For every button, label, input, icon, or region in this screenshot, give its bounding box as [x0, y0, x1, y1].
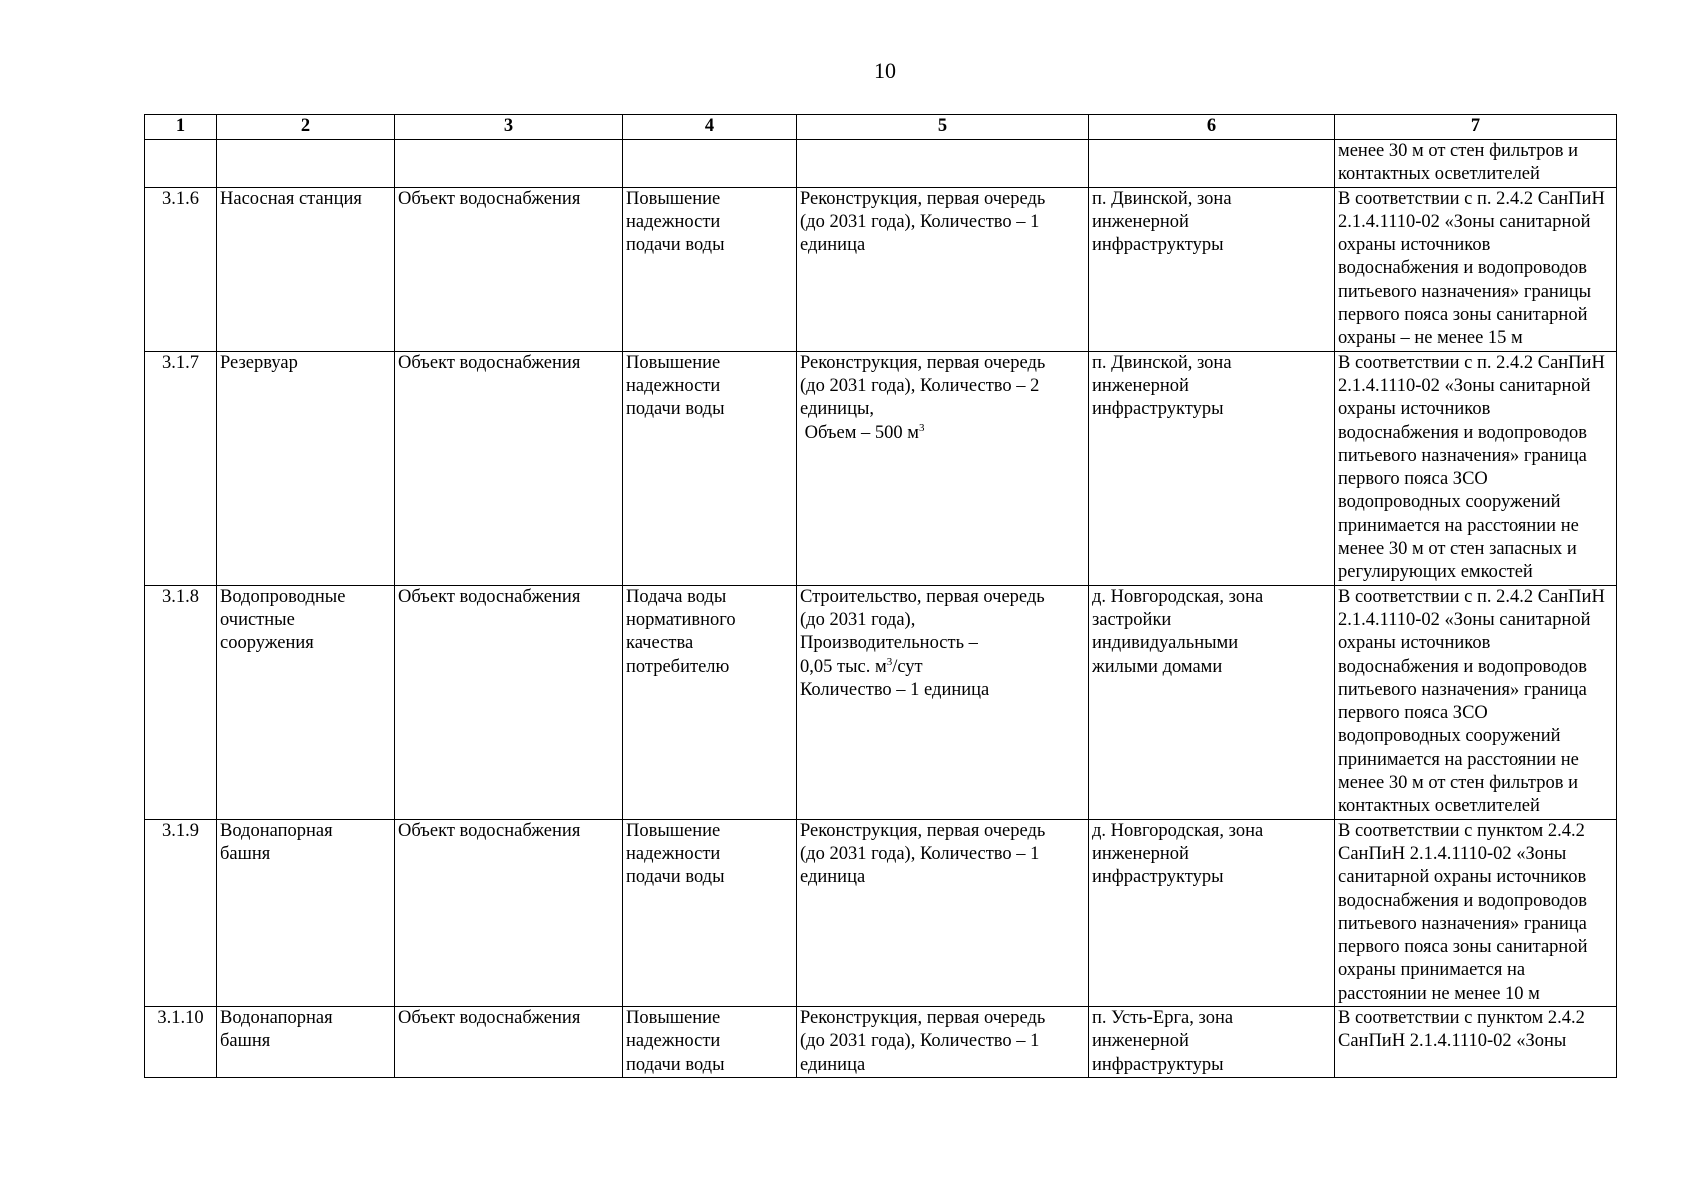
- cell-line: Водопроводные: [220, 586, 346, 607]
- cell-line: (до 2031 года), Количество – 1: [800, 1031, 1040, 1052]
- cell-line: менее 30 м от стен фильтров и: [1338, 141, 1578, 161]
- header-cell: 6: [1089, 115, 1335, 140]
- cell-line: водопроводных сооружений: [1338, 726, 1561, 747]
- cell-line: Водонапорная: [220, 1007, 333, 1028]
- cell-line: единица: [800, 867, 866, 888]
- cell-description: [797, 187, 1089, 351]
- cell-line: единица: [800, 235, 866, 256]
- cell-line: инженерной: [1092, 1031, 1189, 1052]
- cell-line: (до 2031 года),: [800, 609, 916, 630]
- cell-type: [395, 351, 623, 585]
- cell-purpose: [623, 1006, 797, 1077]
- cell-line: надежности: [626, 211, 721, 232]
- cell-line: подачи воды: [626, 867, 725, 888]
- cell-line: инфраструктуры: [1092, 235, 1224, 256]
- cell-sanitary-zone: [1335, 187, 1617, 351]
- page-number: 10: [874, 58, 896, 83]
- cell-line: Объект водоснабжения: [398, 1007, 581, 1028]
- cell-line: охраны – не менее 15 м: [1338, 328, 1523, 349]
- cell-line: В соответствии с п. 2.4.2 СанПиН: [1338, 188, 1605, 209]
- header-cell: 4: [623, 115, 797, 140]
- cell-line: принимается на расстоянии не: [1338, 515, 1579, 536]
- cell-line: Объект водоснабжения: [398, 586, 581, 607]
- cell-line: надежности: [626, 375, 721, 396]
- cell-name: [217, 351, 395, 585]
- cell-line: 2.1.4.1110-02 «Зоны санитарной: [1338, 211, 1591, 232]
- cell-line: санитарной охраны источников: [1338, 867, 1587, 888]
- cell-name: [217, 140, 395, 188]
- header-row: [145, 115, 1617, 140]
- cell-line: Повышение: [626, 352, 721, 373]
- cell-line: первого пояса зоны санитарной: [1338, 305, 1588, 326]
- cell-line: Производительность –: [800, 633, 978, 654]
- cell-location: [1089, 1006, 1335, 1077]
- cell-sanitary-zone: [1335, 140, 1617, 188]
- capacity-value: 0,05 тыс. м: [800, 656, 887, 677]
- table-row: [145, 351, 1617, 585]
- cell-purpose: [623, 585, 797, 819]
- cell-line: Повышение: [626, 188, 721, 209]
- cell-line: потребителю: [626, 656, 730, 677]
- cell-purpose: [623, 351, 797, 585]
- header-cell: 1: [145, 115, 217, 140]
- header-cell: 5: [797, 115, 1089, 140]
- cell-line: водоснабжения и водопроводов: [1338, 258, 1588, 279]
- cell-type: [395, 819, 623, 1006]
- cell-line: контактных осветлителей: [1338, 796, 1540, 817]
- table-row: [145, 1006, 1617, 1077]
- cell-line: надежности: [626, 1031, 721, 1052]
- cell-sanitary-zone: [1335, 351, 1617, 585]
- cell-line: Реконструкция, первая очередь: [800, 352, 1046, 373]
- header-cell: 2: [217, 115, 395, 140]
- cell-line: (до 2031 года), Количество – 1: [800, 843, 1040, 864]
- cell-line: регулирующих емкостей: [1338, 562, 1533, 583]
- volume-line: [800, 422, 1085, 445]
- cell-line: В соответствии с пунктом 2.4.2: [1338, 820, 1585, 841]
- table-row: [145, 585, 1617, 819]
- cell-line: водопроводных сооружений: [1338, 492, 1561, 513]
- cell-line: Объект водоснабжения: [398, 188, 581, 209]
- cell-line: инженерной: [1092, 375, 1189, 396]
- cell-line: инфраструктуры: [1092, 1054, 1224, 1075]
- cell-line: Реконструкция, первая очередь: [800, 1007, 1046, 1028]
- cell-description: [797, 585, 1089, 819]
- cell-line: менее 30 м от стен запасных и: [1338, 539, 1577, 560]
- cell-line: СанПиН 2.1.4.1110-02 «Зоны: [1338, 843, 1567, 864]
- cell-line: Реконструкция, первая очередь: [800, 820, 1046, 841]
- cell-line: подачи воды: [626, 399, 725, 420]
- cell-line: принимается на расстоянии не: [1338, 749, 1579, 770]
- table-row: [145, 140, 1617, 188]
- cell-line: Объект водоснабжения: [398, 820, 581, 841]
- cell-sanitary-zone: [1335, 1006, 1617, 1077]
- cell-number: 3.1.7: [145, 351, 217, 585]
- cell-line: Объект водоснабжения: [398, 352, 581, 373]
- cell-line: застройки: [1092, 609, 1172, 630]
- cell-line: (до 2031 года), Количество – 1: [800, 211, 1040, 232]
- cell-description: [797, 819, 1089, 1006]
- cell-name: [217, 1006, 395, 1077]
- cell-line: качества: [626, 633, 694, 654]
- table-row: [145, 819, 1617, 1006]
- cell-line: В соответствии с п. 2.4.2 СанПиН: [1338, 586, 1605, 607]
- cell-description: [797, 140, 1089, 188]
- cell-number: 3.1.8: [145, 585, 217, 819]
- cell-type: [395, 585, 623, 819]
- cell-line: Количество – 1 единица: [800, 679, 990, 700]
- cell-line: надежности: [626, 843, 721, 864]
- cell-line: жилыми домами: [1092, 656, 1223, 677]
- cell-type: [395, 140, 623, 188]
- cell-line: Повышение: [626, 1007, 721, 1028]
- cell-line: первого пояса ЗСО: [1338, 469, 1488, 490]
- cell-line: охраны источников: [1338, 633, 1491, 654]
- cell-line: инфраструктуры: [1092, 867, 1224, 888]
- cell-line: д. Новгородская, зона: [1092, 586, 1264, 607]
- capacity-line: [800, 656, 1085, 679]
- cell-line: Строительство, первая очередь: [800, 586, 1045, 607]
- cell-line: единицы,: [800, 399, 875, 420]
- cell-line: башня: [220, 843, 271, 864]
- cell-number: 3.1.6: [145, 187, 217, 351]
- cell-sanitary-zone: [1335, 819, 1617, 1006]
- cell-number: 3.1.9: [145, 819, 217, 1006]
- cell-line: единица: [800, 1054, 866, 1075]
- cell-line: (до 2031 года), Количество – 2: [800, 375, 1040, 396]
- cell-line: первого пояса зоны санитарной: [1338, 937, 1588, 958]
- cell-line: подачи воды: [626, 1054, 725, 1075]
- cell-line: Насосная станция: [220, 188, 362, 209]
- cell-line: Водонапорная: [220, 820, 333, 841]
- cell-name: [217, 187, 395, 351]
- cell-line: питьевого назначения» границы: [1338, 281, 1592, 302]
- header-cell: 3: [395, 115, 623, 140]
- cell-line: инженерной: [1092, 843, 1189, 864]
- cell-purpose: [623, 819, 797, 1006]
- cell-line: п. Усть-Ерга, зона: [1092, 1007, 1234, 1028]
- cell-purpose: [623, 187, 797, 351]
- cell-purpose: [623, 140, 797, 188]
- cell-location: [1089, 351, 1335, 585]
- capacity-unit-suffix: /сут: [892, 656, 923, 677]
- cell-sanitary-zone: [1335, 585, 1617, 819]
- volume-label: Объем – 500 м: [800, 422, 920, 443]
- cell-line: водоснабжения и водопроводов: [1338, 890, 1588, 911]
- cell-line: расстоянии не менее 10 м: [1338, 983, 1540, 1004]
- cell-name: [217, 819, 395, 1006]
- cell-line: контактных осветлителей: [1338, 164, 1540, 185]
- cell-line: В соответствии с п. 2.4.2 СанПиН: [1338, 352, 1605, 373]
- cell-line: п. Двинской, зона: [1092, 188, 1232, 209]
- objects-table: [144, 114, 1617, 1078]
- cell-line: питьевого назначения» граница: [1338, 913, 1587, 934]
- cell-line: д. Новгородская, зона: [1092, 820, 1264, 841]
- cell-line: питьевого назначения» граница: [1338, 679, 1587, 700]
- cell-line: подачи воды: [626, 235, 725, 256]
- cell-line: первого пояса ЗСО: [1338, 703, 1488, 724]
- header-cell: 7: [1335, 115, 1617, 140]
- cell-number: 3.1.10: [145, 1006, 217, 1077]
- cell-location: [1089, 140, 1335, 188]
- cell-line: Повышение: [626, 820, 721, 841]
- cell-line: Реконструкция, первая очередь: [800, 188, 1046, 209]
- cell-line: сооружения: [220, 633, 314, 654]
- cell-line: 2.1.4.1110-02 «Зоны санитарной: [1338, 375, 1591, 396]
- cell-line: СанПиН 2.1.4.1110-02 «Зоны: [1338, 1031, 1567, 1052]
- table-row: [145, 187, 1617, 351]
- cell-line: башня: [220, 1031, 271, 1052]
- cell-line: п. Двинской, зона: [1092, 352, 1232, 373]
- cell-line: менее 30 м от стен фильтров и: [1338, 773, 1578, 794]
- cell-name: [217, 585, 395, 819]
- cell-line: 2.1.4.1110-02 «Зоны санитарной: [1338, 609, 1591, 630]
- cell-location: [1089, 585, 1335, 819]
- cell-location: [1089, 819, 1335, 1006]
- cell-line: нормативного: [626, 609, 736, 630]
- volume-unit-superscript: 3: [919, 421, 925, 434]
- cell-line: инженерной: [1092, 211, 1189, 232]
- cell-line: Подача воды: [626, 586, 727, 607]
- cell-location: [1089, 187, 1335, 351]
- cell-line: охраны принимается на: [1338, 960, 1526, 981]
- cell-line: очистные: [220, 609, 295, 630]
- cell-line: водоснабжения и водопроводов: [1338, 656, 1588, 677]
- cell-line: охраны источников: [1338, 399, 1491, 420]
- cell-line: индивидуальными: [1092, 633, 1239, 654]
- cell-line: инфраструктуры: [1092, 399, 1224, 420]
- capacity-unit-superscript: 3: [886, 655, 893, 668]
- cell-line: водоснабжения и водопроводов: [1338, 422, 1588, 443]
- cell-description: [797, 351, 1089, 585]
- cell-type: [395, 1006, 623, 1077]
- cell-line: В соответствии с пунктом 2.4.2: [1338, 1007, 1585, 1028]
- cell-description: [797, 1006, 1089, 1077]
- cell-number: [145, 140, 217, 188]
- cell-type: [395, 187, 623, 351]
- cell-line: Резервуар: [220, 352, 298, 373]
- cell-line: охраны источников: [1338, 235, 1491, 256]
- cell-line: питьевого назначения» граница: [1338, 445, 1587, 466]
